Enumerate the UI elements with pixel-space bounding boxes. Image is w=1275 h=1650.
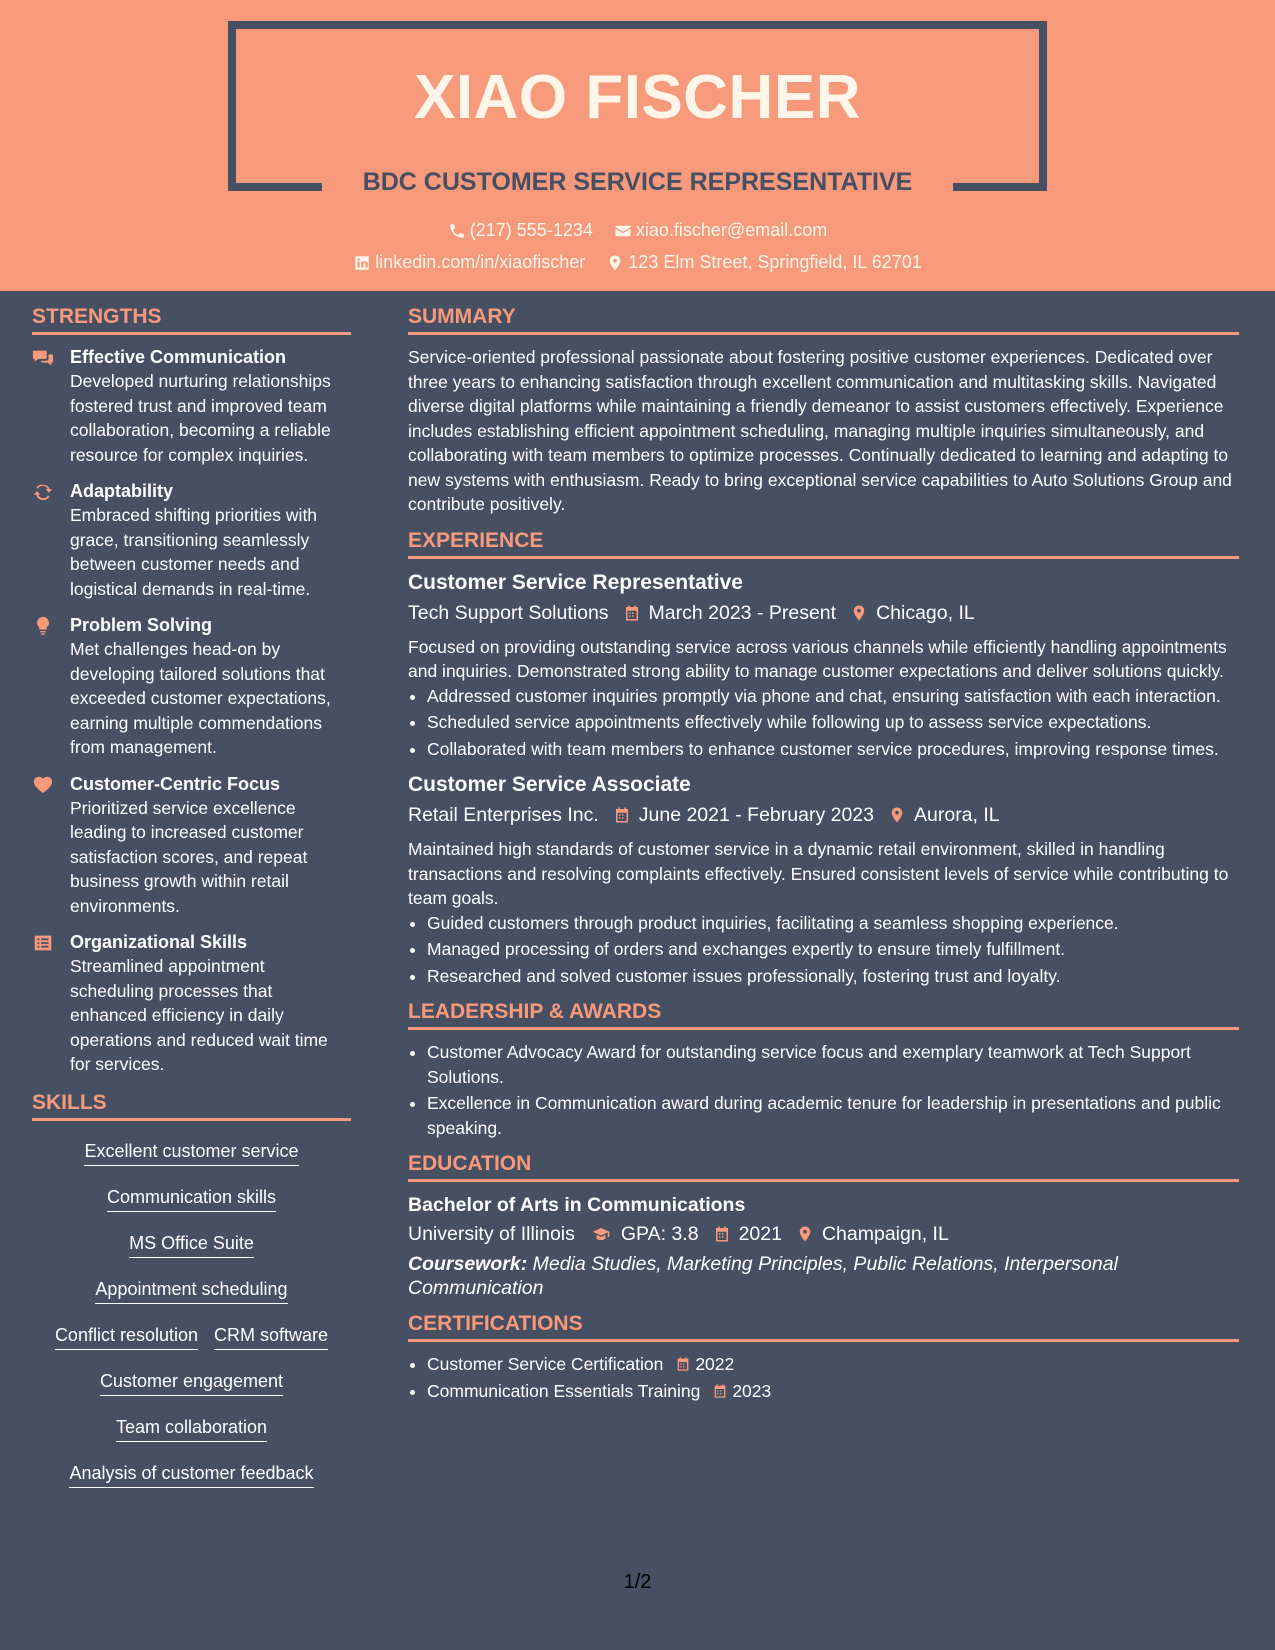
bullet-item: • Guided customers through product inquiries, facilitating a seamless shopping experience. [427, 911, 1239, 936]
certifications-section [408, 1312, 1239, 1403]
experience-heading: EXPERIENCE [408, 529, 1239, 559]
school-location: Champaign, IL [821, 1223, 949, 1245]
job-location: Chicago, IL [876, 601, 975, 624]
linkedin-icon [353, 254, 371, 272]
certification-name: • Customer Service Certification [427, 1354, 664, 1374]
strength-desc: Embraced shifting priorities with grace, transitioning seamlessly between customer needs and logistical demands in real-time. [70, 505, 318, 599]
job-location: Aurora, IL [914, 804, 1000, 826]
linkedin-text: linkedin.com/in/xiaofischer [375, 252, 586, 272]
strength-item [32, 930, 351, 1077]
skill-tag: Customer engagement [100, 1370, 283, 1396]
job-role: Customer Service Representative [408, 570, 743, 594]
job-company: Retail Enterprises Inc. [408, 804, 599, 826]
page-number: 1/2 [623, 1571, 652, 1593]
gpa: GPA: 3.8 [620, 1223, 699, 1245]
certification-name: • Communication Essentials Training [427, 1380, 701, 1401]
job-meta [408, 801, 1239, 829]
coursework-label: Coursework: [408, 1253, 528, 1275]
phone-contact [448, 220, 593, 241]
education-heading: EDUCATION [408, 1152, 1239, 1182]
left-column [32, 305, 351, 1499]
school-name: University of Illinois [408, 1223, 575, 1245]
map-marker-icon [796, 1225, 814, 1243]
degree: Bachelor of Arts in Communications [408, 1194, 746, 1216]
graduation-cap-icon [589, 1225, 613, 1243]
strength-name: Organizational Skills [70, 932, 248, 952]
strength-item [32, 613, 351, 760]
candidate-name: XIAO FISCHER [414, 63, 861, 132]
list-icon [32, 932, 54, 954]
address-text: 123 Elm Street, Springfield, IL 62701 [628, 252, 922, 272]
certification-year: 2023 [732, 1380, 772, 1401]
strength-item [32, 772, 351, 919]
skill-tag: Team collaboration [116, 1416, 267, 1442]
bullet-item: • Researched and solved customer issues professionally, fostering trust and loyalty. [427, 964, 1239, 989]
job-role: Customer Service Associate [408, 773, 691, 796]
comments-icon [32, 347, 54, 369]
strength-desc: Prioritized service excellence leading to increased customer satisfaction scores, and repeat business growth within retail environments. [70, 797, 308, 916]
experience-section [408, 529, 1239, 989]
certifications-list [408, 1352, 1239, 1403]
graduation-year: 2021 [738, 1223, 782, 1245]
education-section [408, 1152, 1239, 1300]
skill-tag: Conflict resolution [55, 1324, 198, 1350]
header [0, 0, 1275, 291]
strengths-heading: STRENGTHS [32, 305, 351, 335]
skill-tag: Communication skills [107, 1186, 276, 1212]
skills-list [32, 1131, 351, 1499]
calendar-icon [713, 1225, 731, 1243]
calendar-icon [675, 1356, 691, 1372]
education-meta [408, 1220, 1239, 1248]
job-company: Tech Support Solutions [408, 601, 609, 624]
strength-desc: Developed nurturing relationships fostered trust and improved team collaboration, becoming a reliable resource for complex inquiries. [70, 371, 331, 465]
job-bullets [408, 684, 1239, 762]
job-description: Focused on providing outstanding service across various channels while efficiently handling appointments and inquiries. Demonstrated strong ability to manage customer expectations and deliver solutions quickly. [408, 636, 1227, 681]
job-title: BDC CUSTOMER SERVICE REPRESENTATIVE [362, 168, 913, 196]
calendar-icon [712, 1383, 728, 1399]
summary-section [408, 305, 1239, 517]
map-marker-icon [606, 254, 624, 272]
award-item: • Excellence in Communication award during academic tenure for leadership in presentations and public speaking. [427, 1091, 1239, 1140]
leadership-list [408, 1040, 1239, 1140]
job-dates: June 2021 - February 2023 [638, 804, 874, 826]
bullet-item: • Collaborated with team members to enhance customer service procedures, improving response times. [427, 737, 1239, 762]
bullet-item: • Scheduled service appointments effectively while following up to assess service expectations. [427, 710, 1239, 735]
job-dates: March 2023 - Present [648, 601, 837, 624]
phone-text: (217) 555-1234 [469, 220, 593, 240]
strength-name: Adaptability [70, 481, 174, 501]
certifications-heading: CERTIFICATIONS [408, 1312, 1239, 1342]
skills-heading: SKILLS [32, 1091, 351, 1121]
certification-item [427, 1352, 1239, 1377]
phone-icon [448, 222, 466, 240]
strength-name: Customer-Centric Focus [70, 773, 281, 794]
strength-desc: Streamlined appointment scheduling processes that enhanced efficiency in daily operations and reduced wait time for services. [70, 956, 328, 1074]
envelope-icon [614, 222, 632, 240]
strength-item [32, 479, 351, 601]
bullet-item: • Managed processing of orders and exchanges expertly to ensure timely fulfillment. [427, 937, 1239, 962]
linkedin-contact[interactable] [353, 252, 585, 273]
certification-year: 2022 [695, 1354, 735, 1374]
skill-tag: Excellent customer service [84, 1140, 298, 1166]
contact-row-1 [0, 220, 1275, 245]
job-bullets [408, 911, 1239, 989]
coursework-text: Media Studies, Marketing Principles, Public Relations, Interpersonal Communication [408, 1253, 1118, 1299]
summary-heading: SUMMARY [408, 305, 1239, 335]
skill-tag: Appointment scheduling [95, 1278, 287, 1304]
job-entry [408, 771, 1239, 988]
refresh-icon [32, 481, 54, 503]
email-contact[interactable] [614, 220, 827, 241]
job-entry [408, 569, 1239, 762]
job-description: Maintained high standards of customer service in a dynamic retail environment, skilled in handling transactions and resolving complaints effectively. Ensured consistent levels of service while contributing to team goals. [408, 839, 1229, 908]
calendar-icon [613, 806, 631, 824]
contact-row-2 [0, 252, 1275, 277]
strength-item [32, 345, 351, 467]
strength-name: Problem Solving [70, 615, 213, 635]
certification-item [427, 1379, 1239, 1404]
strength-desc: Met challenges head-on by developing tailored solutions that exceeded customer expectations, earning multiple commendations from management. [70, 639, 331, 757]
skill-tag: Analysis of customer feedback [69, 1462, 313, 1488]
address-contact [606, 252, 922, 273]
map-marker-icon [888, 806, 906, 824]
map-marker-icon [850, 604, 868, 622]
skill-tag: MS Office Suite [129, 1232, 254, 1258]
heart-icon [32, 774, 54, 796]
leadership-heading: LEADERSHIP & AWARDS [408, 1000, 1239, 1030]
summary-text: Service-oriented professional passionate about fostering positive customer experiences. Dedicated over three years to enhancing satisfaction through excellent communication and multitasking skills. Navigated diverse digital platforms while maintaining a friendly demeanor to assist customers effectively. Experience includes establishing efficient appointment scheduling, managing multiple inquiries simultaneously, and collaborating with team members to optimize processes. Continually dedicated to learning and adapting to new systems with enthusiasm. Ready to bring exceptional service capabilities to Auto Solutions Group and contribute positively. [408, 347, 1232, 514]
coursework [408, 1252, 1239, 1300]
leadership-section [408, 1000, 1239, 1140]
job-meta [408, 599, 1239, 627]
calendar-icon [623, 604, 641, 622]
skill-tag: CRM software [214, 1324, 328, 1350]
award-item: • Customer Advocacy Award for outstanding service focus and exemplary teamwork at Tech Support Solutions. [427, 1040, 1239, 1089]
bullet-item: • Addressed customer inquiries promptly via phone and chat, ensuring satisfaction with each interaction. [427, 684, 1239, 709]
right-column [408, 305, 1239, 1415]
strength-name: Effective Communication [70, 347, 287, 367]
email-text: xiao.fischer@email.com [635, 220, 828, 240]
lightbulb-icon [32, 615, 54, 637]
